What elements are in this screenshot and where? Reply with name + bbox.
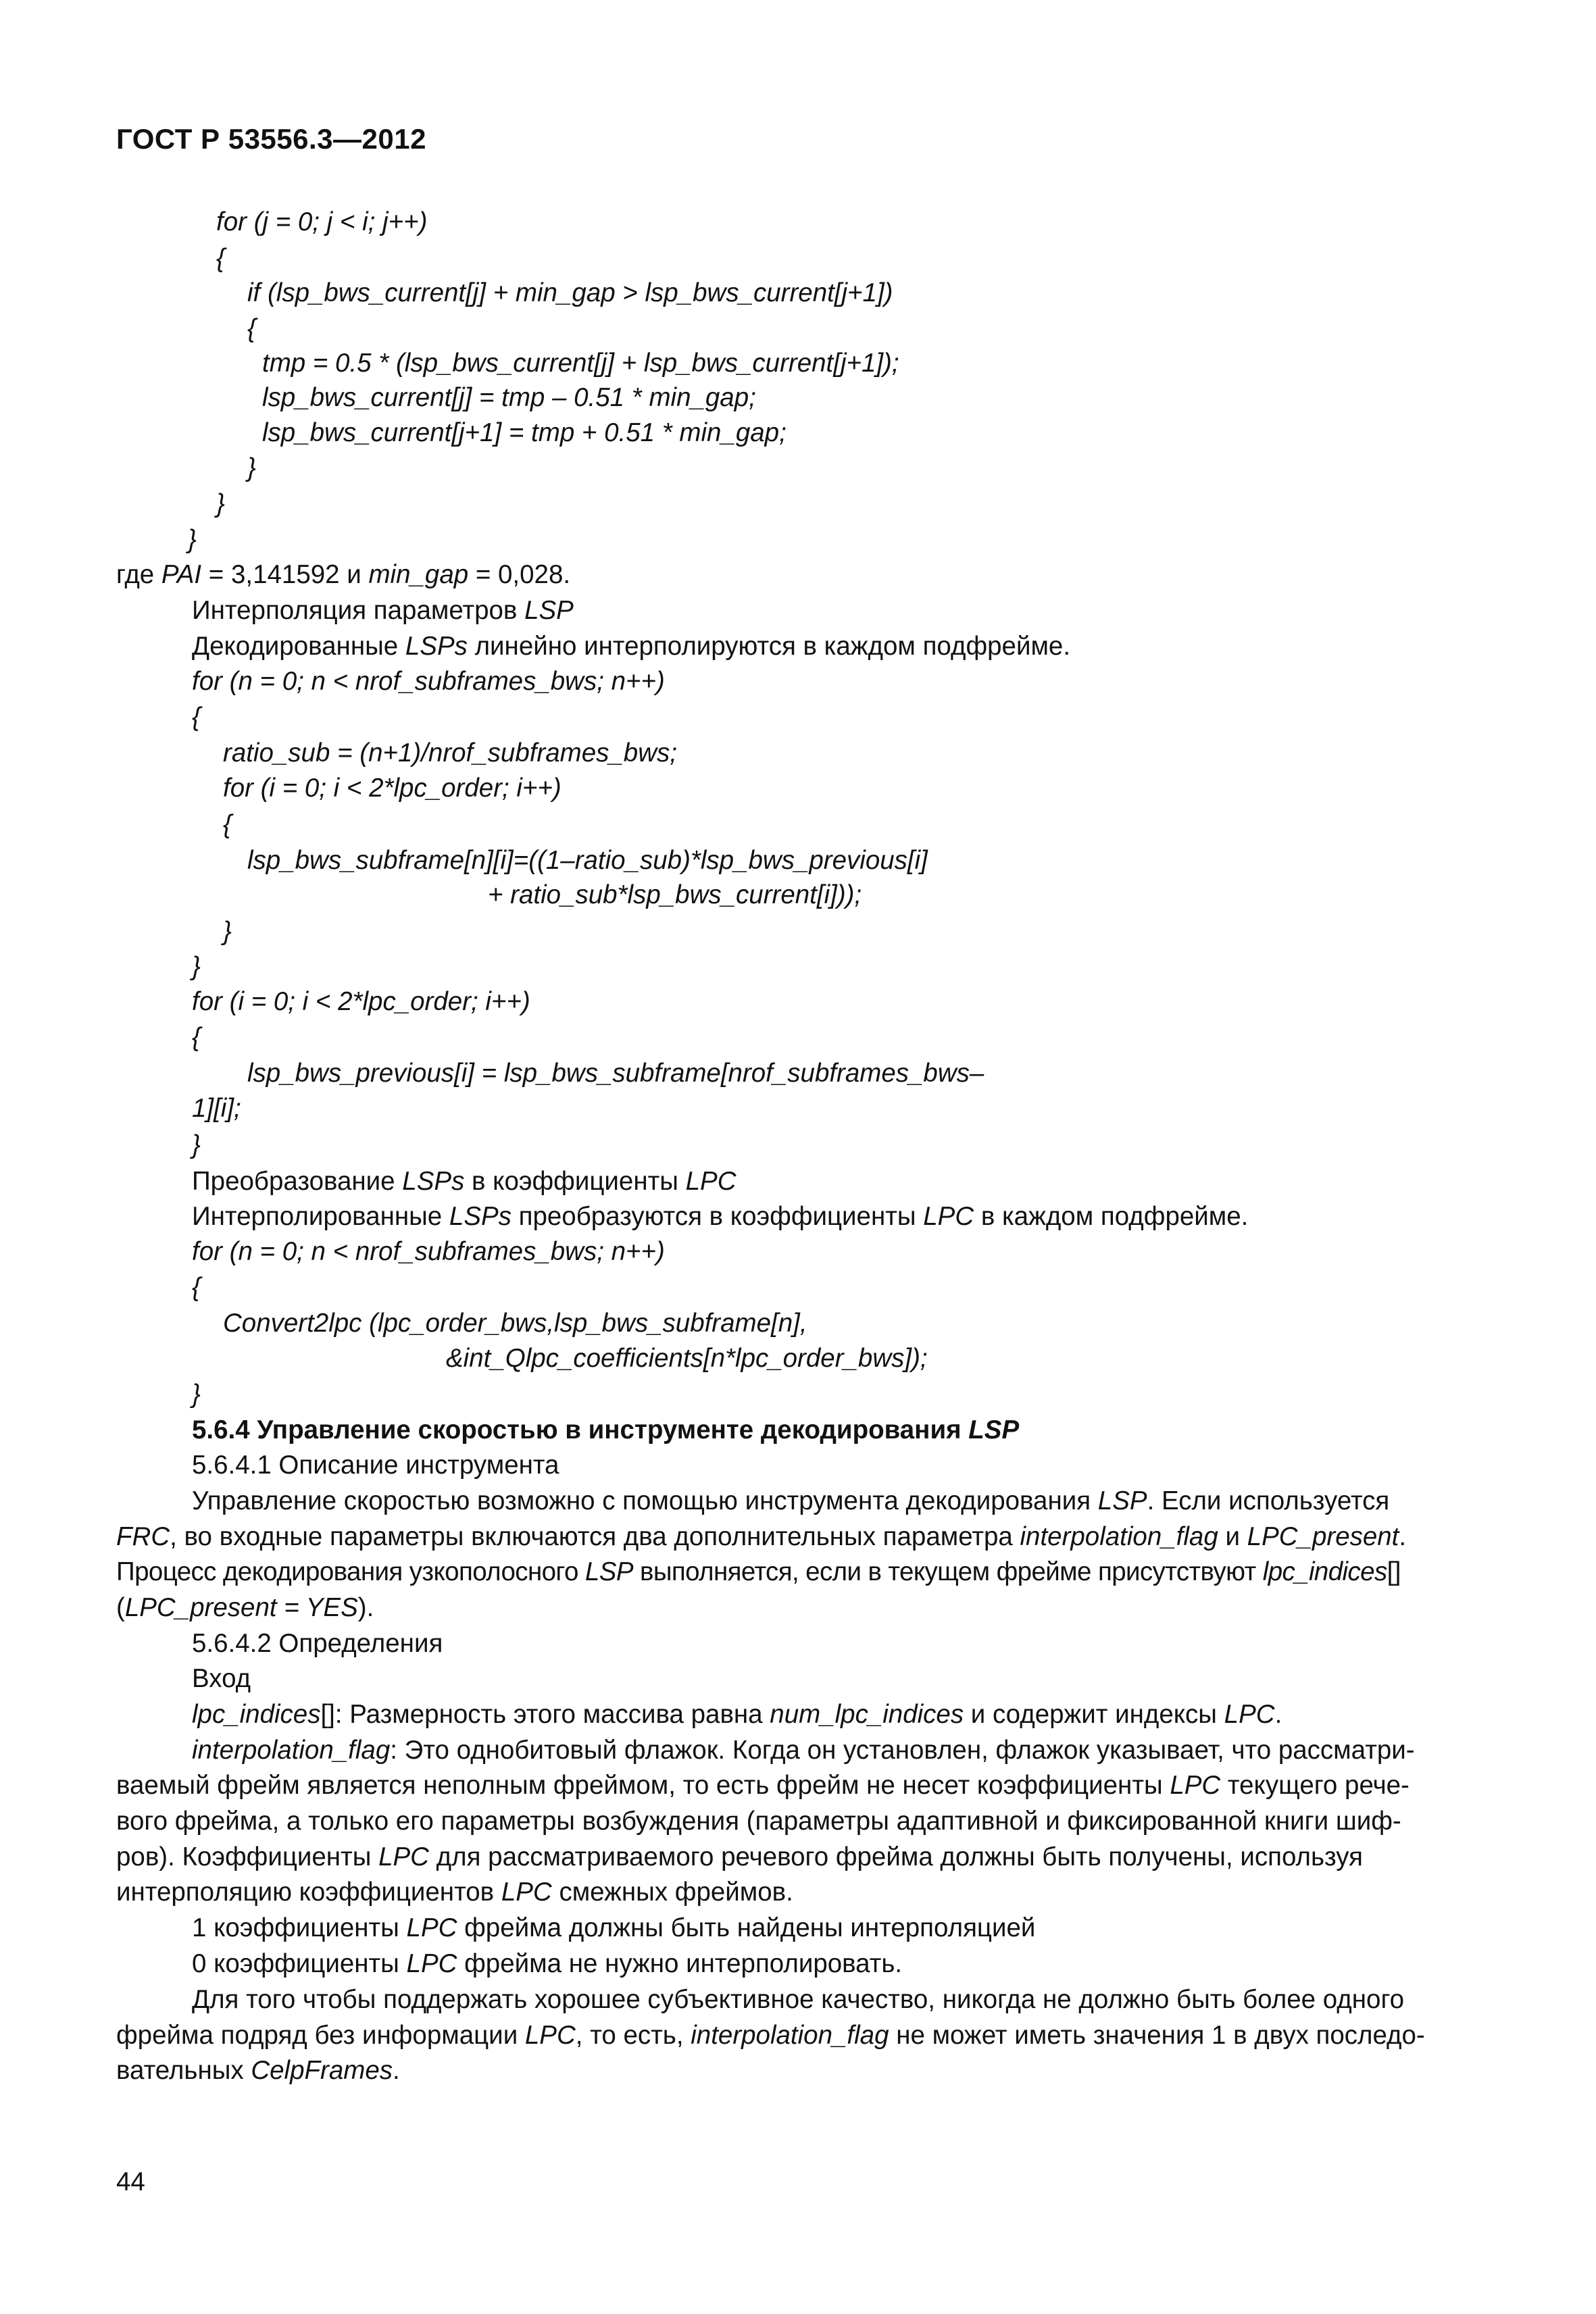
lsp-interp-heading: Интерполяция параметров LSP — [192, 596, 574, 625]
code-line: { — [192, 1023, 201, 1052]
code-line: lsp_bws_subframe[n][i]=((1–ratio_sub)*lsp_bws_previous[i] — [247, 846, 928, 875]
code-line: 1][i]; — [192, 1094, 241, 1123]
code-line: lsp_bws_previous[i] = lsp_bws_subframe[nrof_subframes_bws– — [247, 1059, 984, 1088]
code-line: ratio_sub = (n+1)/nrof_subframes_bws; — [223, 738, 677, 768]
paragraph-line: интерполяцию коэффициентов LPC смежных фреймов. — [116, 1878, 793, 1907]
code-line: } — [192, 952, 201, 981]
code-line: } — [247, 453, 256, 482]
lsp-to-lpc-heading: Преобразование LSPs в коэффициенты LPC — [192, 1167, 737, 1196]
where-line: где PAI = 3,141592 и min_gap = 0,028. — [116, 560, 571, 589]
code-line: lsp_bws_current[j+1] = tmp + 0.51 * min_gap; — [262, 418, 787, 447]
code-line: } — [192, 1380, 201, 1409]
code-line: for (i = 0; i < 2*lpc_order; i++) — [192, 987, 530, 1016]
page-number: 44 — [116, 2167, 145, 2196]
paragraph-line: Для того чтобы поддержать хорошее субъективное качество, никогда не должно быть более одного — [192, 1985, 1405, 2014]
subsection-title: 5.6.4.2 Определения — [192, 1629, 443, 1658]
code-line: if (lsp_bws_current[j] + min_gap > lsp_bws_current[j+1]) — [247, 278, 893, 307]
code-line: for (n = 0; n < nrof_subframes_bws; n++) — [192, 667, 665, 696]
paragraph-line: вательных CelpFrames. — [116, 2056, 400, 2085]
paragraph-line: (LPC_present = YES). — [116, 1593, 374, 1622]
lsp-interp-desc: Декодированные LSPs линейно интерполируются в каждом подфрейме. — [192, 632, 1071, 661]
definition-lpc-indices: lpc_indices[]: Размерность этого массива равна num_lpc_indices и содержит индексы LPC. — [192, 1700, 1282, 1729]
code-line: lsp_bws_current[j] = tmp – 0.51 * min_gap; — [262, 383, 756, 412]
code-line: } — [192, 1130, 201, 1159]
paragraph-line: ров). Коэффициенты LPC для рассматриваемого речевого фрейма должны быть получены, используя — [116, 1842, 1363, 1871]
paragraph-line: вого фрейма, а только его параметры возбуждения (параметры адаптивной и фиксированной книги шиф- — [116, 1807, 1401, 1836]
code-line: } — [188, 525, 197, 554]
code-line: for (i = 0; i < 2*lpc_order; i++) — [223, 774, 562, 803]
code-line: { — [216, 244, 225, 273]
code-line: { — [192, 1273, 201, 1302]
code-line: } — [223, 917, 232, 946]
code-line: { — [247, 314, 256, 343]
code-line: for (j = 0; j < i; j++) — [216, 207, 428, 236]
definition-interpolation-flag: interpolation_flag: Это однобитовый флажок. Когда он установлен, флажок указывает, что рассматри- — [192, 1736, 1415, 1765]
flag-value-1: 1 коэффициенты LPC фрейма должны быть найдены интерполяцией — [192, 1913, 1036, 1942]
code-line: { — [192, 703, 201, 732]
code-line: for (n = 0; n < nrof_subframes_bws; n++) — [192, 1237, 665, 1266]
code-line: Convert2lpc (lpc_order_bws,lsp_bws_subframe[n], — [223, 1309, 807, 1338]
subsection-title: 5.6.4.1 Описание инструмента — [192, 1451, 559, 1480]
paragraph-line: Управление скоростью возможно с помощью инструмента декодирования LSP. Если используется — [192, 1486, 1390, 1515]
code-line: } — [216, 489, 225, 518]
code-line: tmp = 0.5 * (lsp_bws_current[j] + lsp_bws_current[j+1]); — [262, 349, 899, 378]
paragraph-line: фрейма подряд без информации LPC, то есть, interpolation_flag не может иметь значения 1 в двух последо- — [116, 2021, 1425, 2050]
input-label: Вход — [192, 1664, 251, 1693]
paragraph-line: FRC, во входные параметры включаются два дополнительных параметра interpolation_flag и LPC_present. — [116, 1522, 1407, 1551]
paragraph-line: Процесс декодирования узкополосного LSP выполняется, если в текущем фрейме присутствуют lpc_indices[] — [116, 1557, 1401, 1586]
code-line: { — [223, 810, 232, 839]
section-title: 5.6.4 Управление скоростью в инструменте декодирования LSP — [192, 1415, 1020, 1444]
flag-value-0: 0 коэффициенты LPC фрейма не нужно интерполировать. — [192, 1949, 903, 1978]
code-line: &int_Qlpc_coefficients[n*lpc_order_bws]); — [446, 1344, 928, 1373]
paragraph-line: ваемый фрейм является неполным фреймом, то есть фрейм не несет коэффициенты LPC текущего рече- — [116, 1771, 1410, 1800]
code-line: + ratio_sub*lsp_bws_current[i])); — [488, 880, 862, 909]
page-header: ГОСТ Р 53556.3—2012 — [116, 123, 426, 155]
lsp-to-lpc-desc: Интерполированные LSPs преобразуются в коэффициенты LPC в каждом подфрейме. — [192, 1202, 1249, 1231]
